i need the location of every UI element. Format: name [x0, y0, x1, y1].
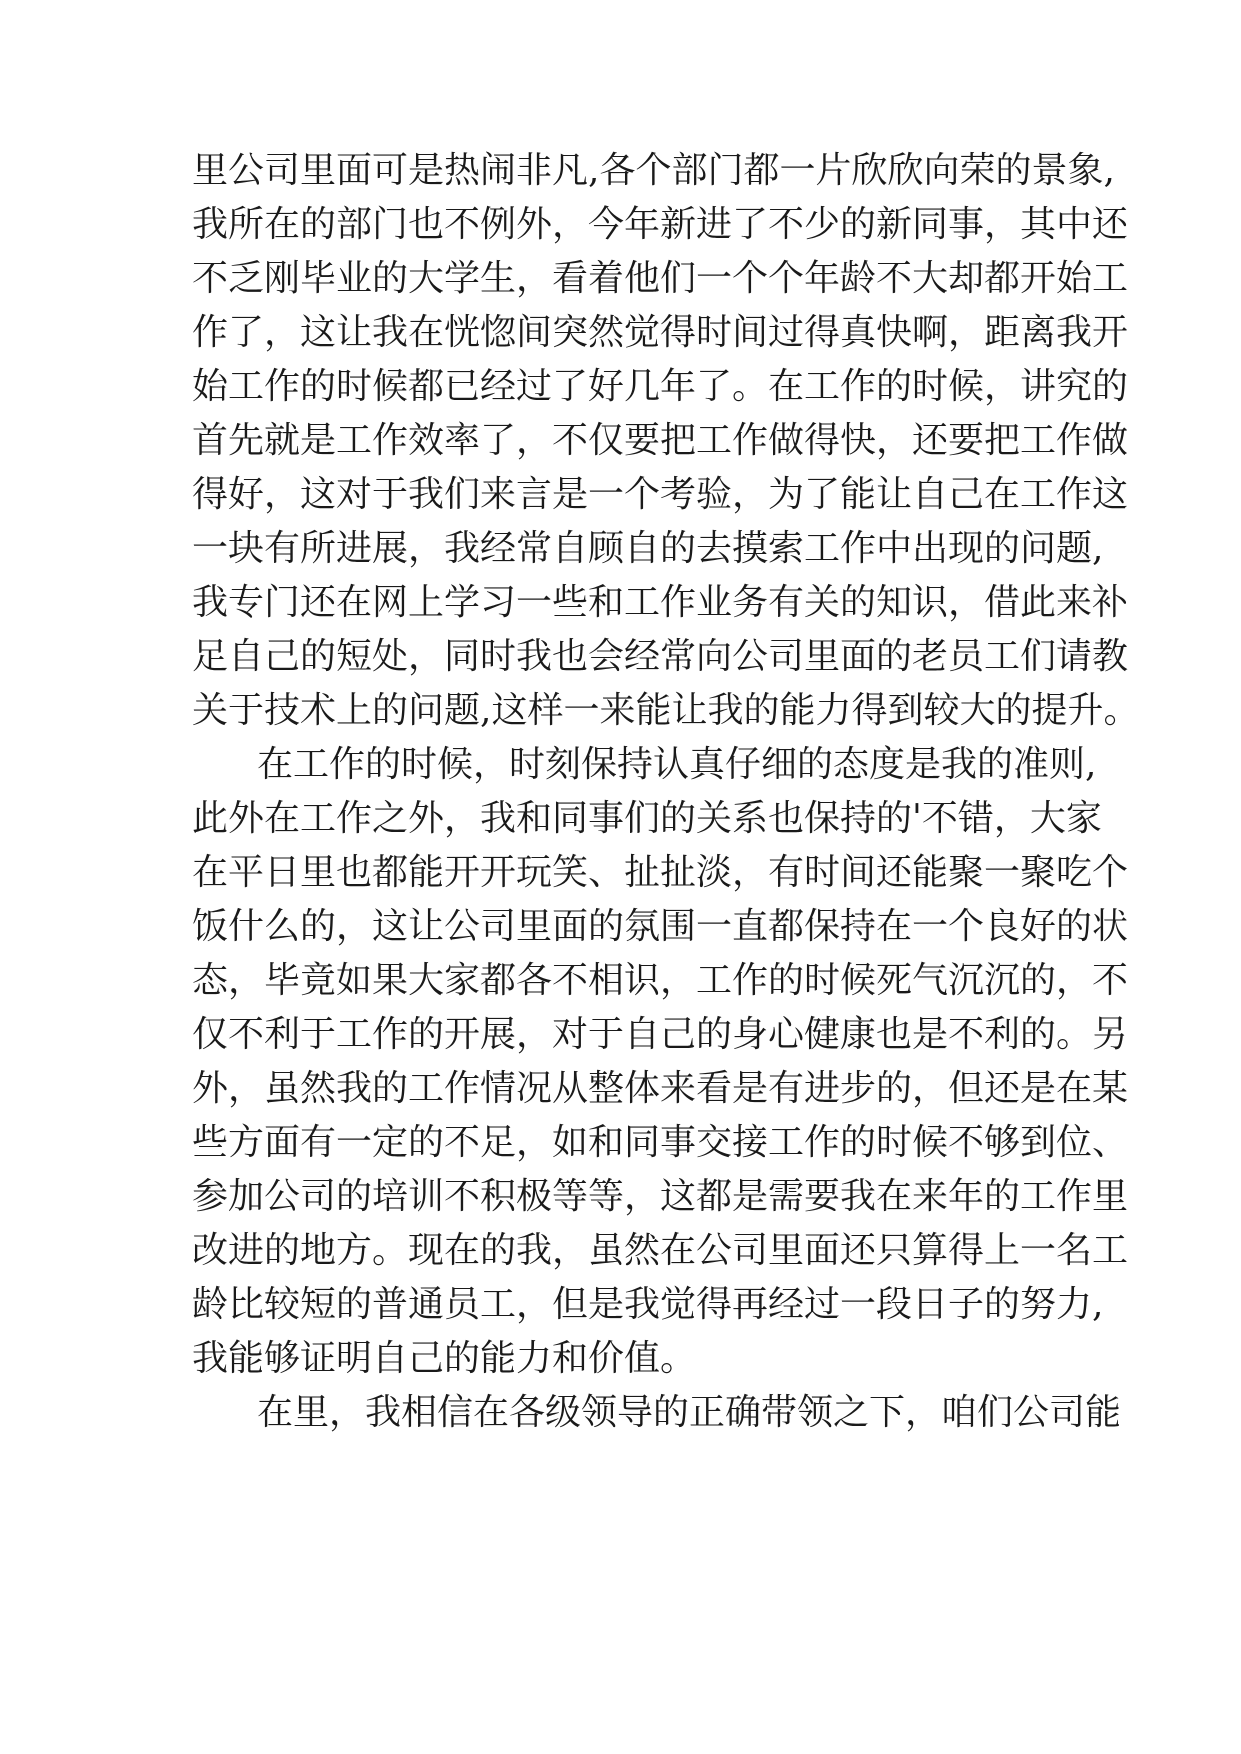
body-text-line: 些方面有一定的不足，如和同事交接工作的时候不够到位、 — [192, 1122, 1129, 1163]
body-text-line: 外，虽然我的工作情况从整体来看是有进步的，但还是在某 — [192, 1068, 1129, 1109]
body-text-line: 首先就是工作效率了，不仅要把工作做得快，还要把工作做 — [192, 420, 1129, 461]
body-text-line: 作了，这让我在恍惚间突然觉得时间过得真快啊，距离我开 — [192, 312, 1129, 353]
body-text-line: 我所在的部门也不例外，今年新进了不少的新同事，其中还 — [192, 204, 1129, 245]
paragraph-first-line: 在工作的时候，时刻保持认真仔细的态度是我的准则, — [257, 744, 1097, 785]
body-text-line: 一块有所进展，我经常自顾自的去摸索工作中出现的问题, — [192, 528, 1104, 569]
body-text-line: 关于技术上的问题,这样一来能让我的能力得到较大的提升。 — [192, 690, 1140, 731]
paragraph-first-line: 在里，我相信在各级领导的正确带领之下，咱们公司能 — [257, 1392, 1122, 1433]
body-text-line: 我专门还在网上学习一些和工作业务有关的知识，借此来补 — [192, 582, 1129, 623]
body-text-line: 里公司里面可是热闹非凡,各个部门都一片欣欣向荣的景象, — [192, 150, 1115, 191]
body-text-line: 改进的地方。现在的我，虽然在公司里面还只算得上一名工 — [192, 1230, 1129, 1271]
body-text-line: 仅不利于工作的开展，对于自己的身心健康也是不利的。另 — [192, 1014, 1129, 1055]
body-text-line: 我能够证明自己的能力和价值。 — [192, 1338, 697, 1379]
body-text-line: 态，毕竟如果大家都各不相识，工作的时候死气沉沉的，不 — [192, 960, 1129, 1001]
body-text-line: 参加公司的培训不积极等等，这都是需要我在来年的工作里 — [192, 1176, 1129, 1217]
body-text-line: 得好，这对于我们来言是一个考验，为了能让自己在工作这 — [192, 474, 1129, 515]
body-text-line: 始工作的时候都已经过了好几年了。在工作的时候，讲究的 — [192, 366, 1129, 407]
body-text-line: 不乏刚毕业的大学生，看着他们一个个年龄不大却都开始工 — [192, 258, 1129, 299]
body-text-line: 在平日里也都能开开玩笑、扯扯淡，有时间还能聚一聚吃个 — [192, 852, 1129, 893]
body-text-line: 饭什么的，这让公司里面的氛围一直都保持在一个良好的状 — [192, 906, 1129, 947]
body-text-line: 此外在工作之外，我和同事们的关系也保持的'不错，大家 — [192, 798, 1102, 839]
body-text-line: 龄比较短的普通员工，但是我觉得再经过一段日子的努力, — [192, 1284, 1104, 1325]
body-text-line: 足自己的短处，同时我也会经常向公司里面的老员工们请教 — [192, 636, 1129, 677]
